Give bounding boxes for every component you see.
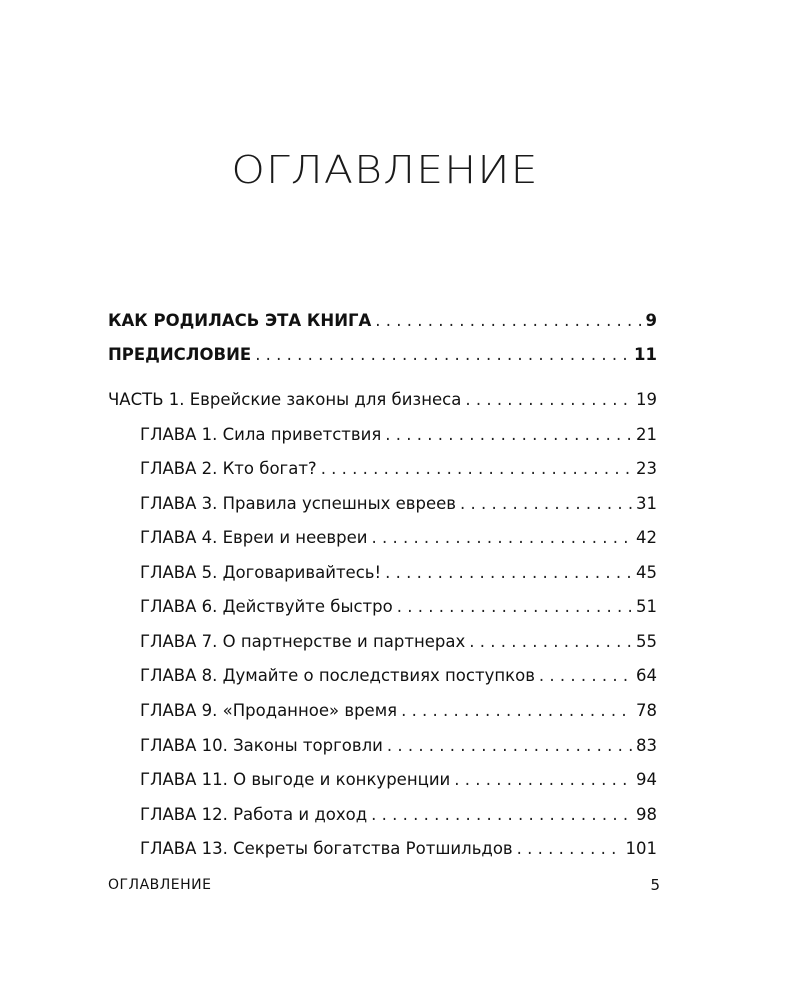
dot-leader (385, 562, 632, 584)
toc-entry-label: КАК РОДИЛАСЬ ЭТА КНИГА (108, 311, 372, 330)
toc-entry-preface[interactable] (108, 344, 657, 366)
dot-leader (539, 665, 632, 687)
toc-entry-page: 64 (636, 666, 657, 685)
toc-entry-page: 42 (636, 528, 657, 547)
toc-entry-page: 23 (636, 459, 657, 478)
dot-leader (255, 344, 630, 366)
toc-entry-about-book[interactable] (108, 310, 657, 332)
toc-entry-chapter-5[interactable] (140, 562, 657, 584)
toc-entry-part-1[interactable] (108, 389, 657, 411)
toc-entry-page: 45 (636, 563, 657, 582)
toc-entry-label: ГЛАВА 10. Законы торговли (140, 736, 383, 755)
toc-entry-label: ГЛАВА 6. Действуйте быстро (140, 597, 393, 616)
dot-leader (465, 389, 632, 411)
dot-leader (371, 804, 632, 826)
toc-entry-page: 21 (636, 425, 657, 444)
toc-entry-chapter-12[interactable] (140, 804, 657, 826)
dot-leader (385, 424, 632, 446)
toc-entry-label: ГЛАВА 1. Сила приветствия (140, 425, 382, 444)
toc-entry-page: 19 (636, 390, 657, 409)
toc-entry-chapter-7[interactable] (140, 631, 657, 653)
dot-leader (397, 596, 632, 618)
toc-entry-page: 78 (636, 701, 657, 720)
toc-entry-page: 51 (636, 597, 657, 616)
toc-entry-page: 11 (634, 345, 657, 364)
toc-entry-label: ГЛАВА 3. Правила успешных евреев (140, 494, 457, 513)
dot-leader (469, 631, 632, 653)
page-title: ОГЛАВЛЕНИЕ (231, 148, 539, 192)
toc-entry-label: ЧАСТЬ 1. Еврейские законы для бизнеса (108, 390, 462, 409)
toc-entry-chapter-6[interactable] (140, 596, 657, 618)
running-footer-section: ОГЛАВЛЕНИЕ (108, 877, 212, 893)
toc-entry-chapter-9[interactable] (140, 700, 657, 722)
toc-entry-chapter-3[interactable] (140, 493, 657, 515)
toc-entry-label: ПРЕДИСЛОВИЕ (108, 345, 252, 364)
dot-leader (454, 769, 632, 791)
dot-leader (387, 735, 632, 757)
toc-entry-label: ГЛАВА 13. Секреты богатства Ротшильдов (140, 839, 513, 858)
toc-entry-label: ГЛАВА 9. «Проданное» время (140, 701, 398, 720)
toc-entry-chapter-13[interactable] (140, 838, 657, 860)
toc-entry-label: ГЛАВА 11. О выгоде и конкуренции (140, 770, 451, 789)
dot-leader (460, 493, 632, 515)
toc-entry-page: 83 (636, 736, 657, 755)
toc-entry-label: ГЛАВА 12. Работа и доход (140, 805, 368, 824)
dot-leader (375, 310, 641, 332)
toc-entry-chapter-1[interactable] (140, 424, 657, 446)
toc-entry-chapter-4[interactable] (140, 527, 657, 549)
toc-entry-label: ГЛАВА 7. О партнерстве и партнерах (140, 632, 466, 651)
toc-entry-page: 94 (636, 770, 657, 789)
toc-entry-chapter-10[interactable] (140, 735, 657, 757)
toc-entry-chapter-2[interactable] (140, 458, 657, 480)
page-number: 5 (650, 876, 660, 894)
dot-leader (321, 458, 632, 480)
toc-entry-page: 55 (636, 632, 657, 651)
dot-leader (401, 700, 632, 722)
toc-entry-label: ГЛАВА 8. Думайте о последствиях поступков (140, 666, 535, 685)
toc-entry-label: ГЛАВА 5. Договаривайтесь! (140, 563, 382, 582)
toc-entry-page: 101 (625, 839, 657, 858)
toc-entry-chapter-11[interactable] (140, 769, 657, 791)
toc-entry-page: 9 (645, 311, 657, 330)
toc-entry-page: 98 (636, 805, 657, 824)
toc-entry-chapter-8[interactable] (140, 665, 657, 687)
dot-leader (517, 838, 622, 860)
toc-entry-page: 31 (636, 494, 657, 513)
toc-entry-label: ГЛАВА 2. Кто богат? (140, 459, 317, 478)
toc-entry-label: ГЛАВА 4. Евреи и неевреи (140, 528, 368, 547)
dot-leader (371, 527, 632, 549)
